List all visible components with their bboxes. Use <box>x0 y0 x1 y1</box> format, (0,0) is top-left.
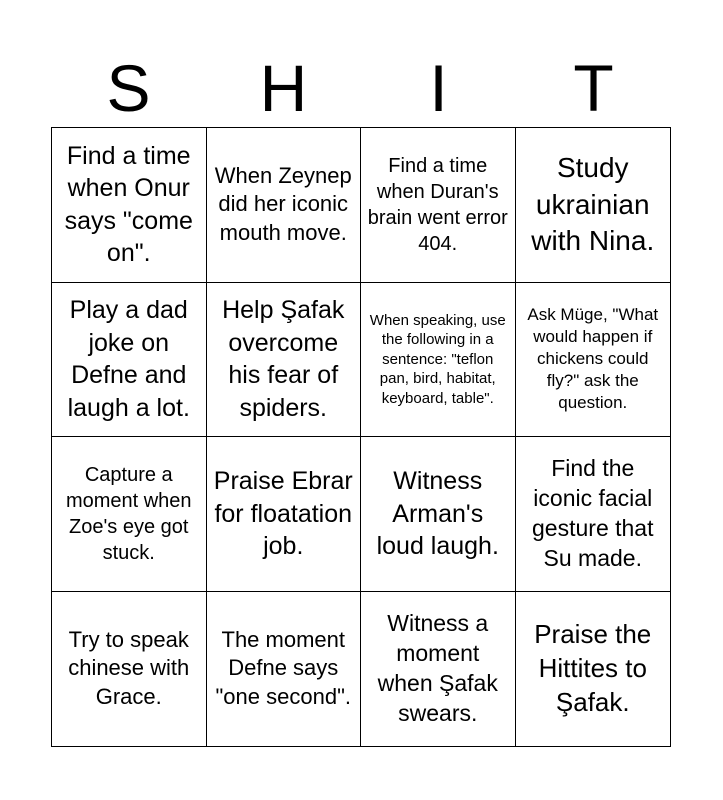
bingo-cell-text: When speaking, use the following in a sentence: "teflon pan, bird, habitat, keyboard, table". <box>369 311 506 407</box>
bingo-cell <box>207 592 362 747</box>
bingo-cell <box>516 283 671 438</box>
bingo-cell-text: Praise the Hittites to Şafak. <box>534 619 652 717</box>
bingo-cell <box>361 592 516 747</box>
bingo-cell <box>207 283 362 438</box>
bingo-grid <box>51 127 671 747</box>
bingo-cell-text: Capture a moment when Zoe's eye got stuck. <box>65 463 192 564</box>
bingo-cell <box>52 437 207 592</box>
bingo-cell-text: Witness a moment when Şafak swears. <box>377 609 498 726</box>
bingo-cell <box>361 437 516 592</box>
bingo-cell-text: Help Şafak overcome his fear of spiders. <box>222 296 345 422</box>
bingo-cell-text: Try to speak chinese with Grace. <box>68 626 190 710</box>
bingo-cell <box>207 437 362 592</box>
bingo-cell <box>361 128 516 283</box>
bingo-cell <box>516 437 671 592</box>
bingo-cell <box>516 592 671 747</box>
bingo-cell <box>361 283 516 438</box>
bingo-cell-text: Play a dad joke on Defne and laugh a lot. <box>67 296 190 422</box>
bingo-cell-text: Study ukrainian with Nina. <box>531 152 655 256</box>
bingo-title <box>51 48 671 128</box>
bingo-cell <box>52 283 207 438</box>
bingo-cell-text: The moment Defne says "one second". <box>215 626 351 710</box>
bingo-cell-text: Find a time when Duran's brain went error 404. <box>367 154 508 255</box>
bingo-cell <box>52 128 207 283</box>
title-letter-1: S <box>106 51 151 125</box>
title-letter-4: T <box>573 51 614 125</box>
bingo-cell <box>52 592 207 747</box>
bingo-cell <box>207 128 362 283</box>
bingo-cell-text: When Zeynep did her iconic mouth move. <box>214 162 352 246</box>
title-letter-2: H <box>259 51 308 125</box>
title-letter-3: I <box>429 51 448 125</box>
bingo-cell-text: Find the iconic facial gesture that Su made. <box>532 454 654 571</box>
bingo-cell-text: Praise Ebrar for floatation job. <box>213 467 353 560</box>
bingo-cell-text: Ask Müge, "What would happen if chickens could fly?" ask the question. <box>527 305 659 413</box>
bingo-cell <box>516 128 671 283</box>
bingo-cell-text: Witness Arman's loud laugh. <box>376 467 499 560</box>
bingo-cell-text: Find a time when Onur says "come on". <box>64 141 193 268</box>
